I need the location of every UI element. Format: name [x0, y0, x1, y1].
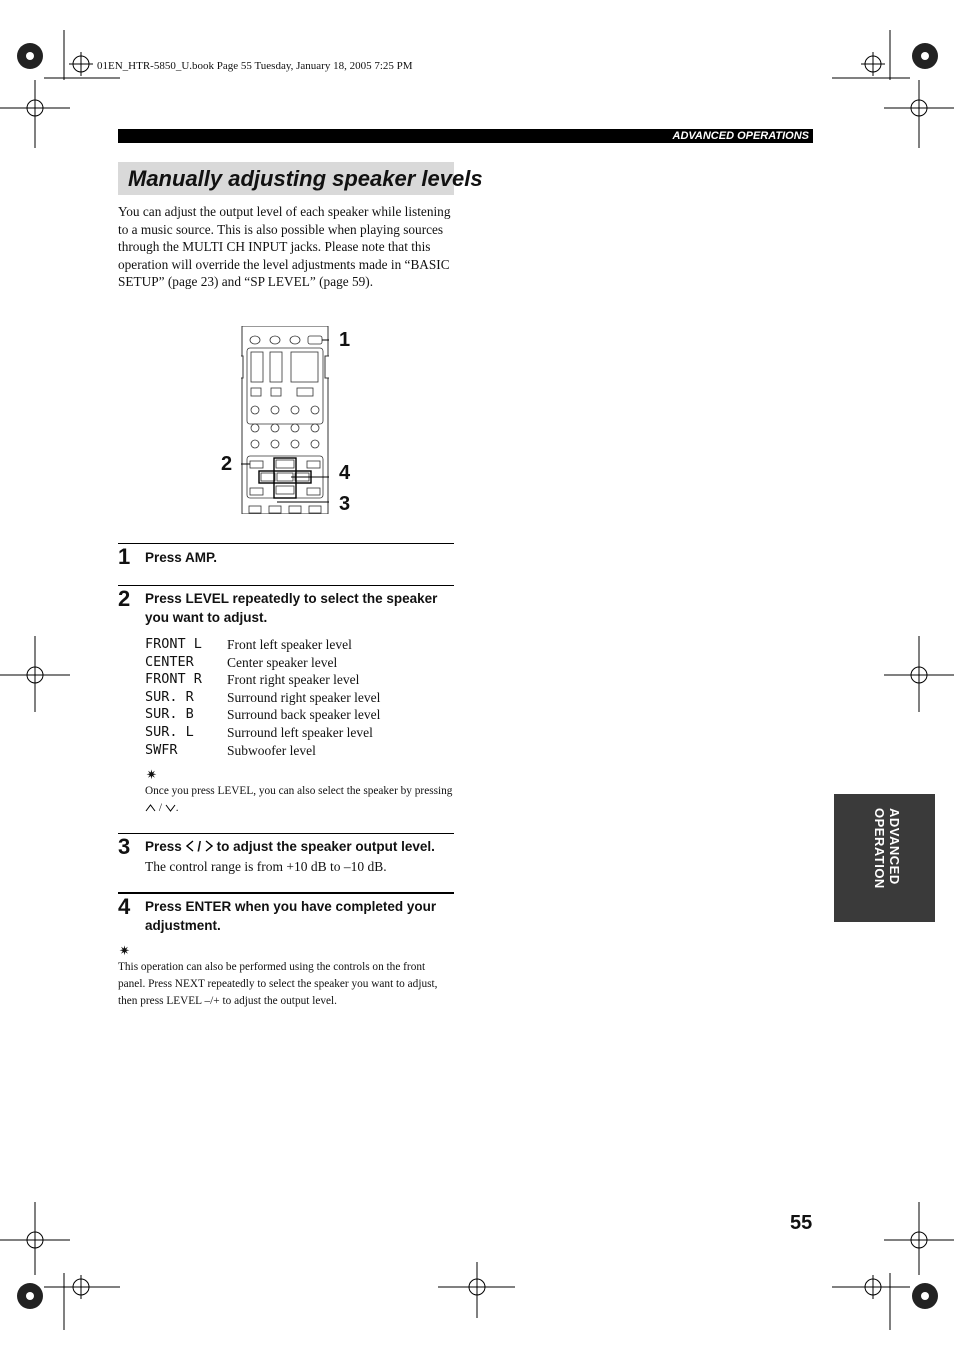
tip-note-1-text: Once you press LEVEL, you can also select the speaker by pressing	[145, 785, 453, 797]
step-3-rule	[118, 833, 454, 834]
left-arrow-icon	[186, 840, 194, 852]
speaker-code: SUR. B	[145, 706, 194, 723]
list-item	[145, 742, 455, 760]
step-2-number: 2	[118, 586, 131, 611]
section-bar	[118, 129, 813, 143]
step-3-number: 3	[118, 834, 131, 859]
speaker-level-list	[145, 636, 455, 759]
list-item	[145, 724, 455, 742]
side-tab	[834, 794, 935, 922]
speaker-code: SWFR	[145, 741, 178, 758]
step-1-rule	[118, 543, 454, 544]
page-title: Manually adjusting speaker levels	[128, 166, 483, 191]
step-3-text-post: to adjust the speaker output level.	[216, 839, 435, 854]
step-2-rule	[118, 585, 454, 586]
callout-4: 4	[339, 462, 351, 484]
speaker-code: FRONT R	[145, 671, 202, 688]
step-3-subtext: The control range is from +10 dB to –10 dB.	[145, 859, 387, 874]
speaker-desc: Surround left speaker level	[227, 724, 373, 740]
tip-note-2: This operation can also be performed using the controls on the front panel. Press NEXT repeatedly to select the speaker you want to adjust, then press LEVEL –/+ to adjust the output level.	[118, 961, 438, 1007]
speaker-code: SUR. L	[145, 723, 194, 740]
speaker-desc: Subwoofer level	[227, 742, 316, 758]
list-item	[145, 706, 455, 724]
list-item	[145, 671, 455, 689]
step-3-text: Press / to adjust the speaker output level.	[145, 839, 435, 854]
step-4-rule	[118, 892, 454, 894]
side-tab-line-2: OPERATION	[872, 808, 887, 889]
speaker-desc: Surround right speaker level	[227, 689, 381, 705]
section-label: ADVANCED OPERATIONS	[672, 130, 809, 142]
right-arrow-icon	[205, 840, 213, 852]
remote-control-illustration	[241, 326, 329, 514]
tip-note-1: Once you press LEVEL, you can also select the speaker by pressing / .	[145, 785, 453, 814]
step-1-number: 1	[118, 544, 131, 569]
file-info-header: 01EN_HTR-5850_U.book Page 55 Tuesday, January 18, 2005 7:25 PM	[97, 60, 413, 72]
step-1-text: Press AMP.	[145, 550, 218, 565]
down-arrow-icon	[165, 804, 176, 812]
speaker-code: SUR. R	[145, 688, 194, 705]
list-item	[145, 654, 455, 672]
list-item	[145, 636, 455, 654]
tip-icon: ✷	[119, 943, 130, 958]
callout-1: 1	[339, 329, 351, 351]
step-2-text: Press LEVEL repeatedly to select the speaker you want to adjust.	[145, 591, 438, 625]
up-arrow-icon	[145, 804, 156, 812]
speaker-desc: Surround back speaker level	[227, 707, 381, 723]
callout-2: 2	[221, 453, 233, 475]
page-number: 55	[790, 1212, 813, 1234]
title-box	[118, 162, 483, 195]
step-4-number: 4	[118, 894, 131, 919]
side-tab-line-1: ADVANCED	[887, 808, 902, 885]
list-item	[145, 689, 455, 707]
side-tab-text	[872, 808, 902, 889]
speaker-code: CENTER	[145, 653, 194, 670]
tip-icon: ✷	[146, 767, 157, 782]
callout-3: 3	[339, 493, 351, 515]
speaker-desc: Front right speaker level	[227, 672, 360, 688]
intro-paragraph: You can adjust the output level of each speaker while listening to a music source. This is also possible when playing sources through the MULTI CH INPUT jacks. Please note that this operation will override the level adjustments made in “BASIC SETUP” (page 23) and “SP LEVEL” (page 59).	[118, 204, 451, 290]
step-3-text-pre: Press	[145, 839, 182, 854]
step-4-text: Press ENTER when you have completed your adjustment.	[145, 899, 437, 933]
speaker-desc: Front left speaker level	[227, 637, 352, 652]
speaker-code: FRONT L	[145, 636, 202, 652]
speaker-desc: Center speaker level	[227, 654, 338, 670]
